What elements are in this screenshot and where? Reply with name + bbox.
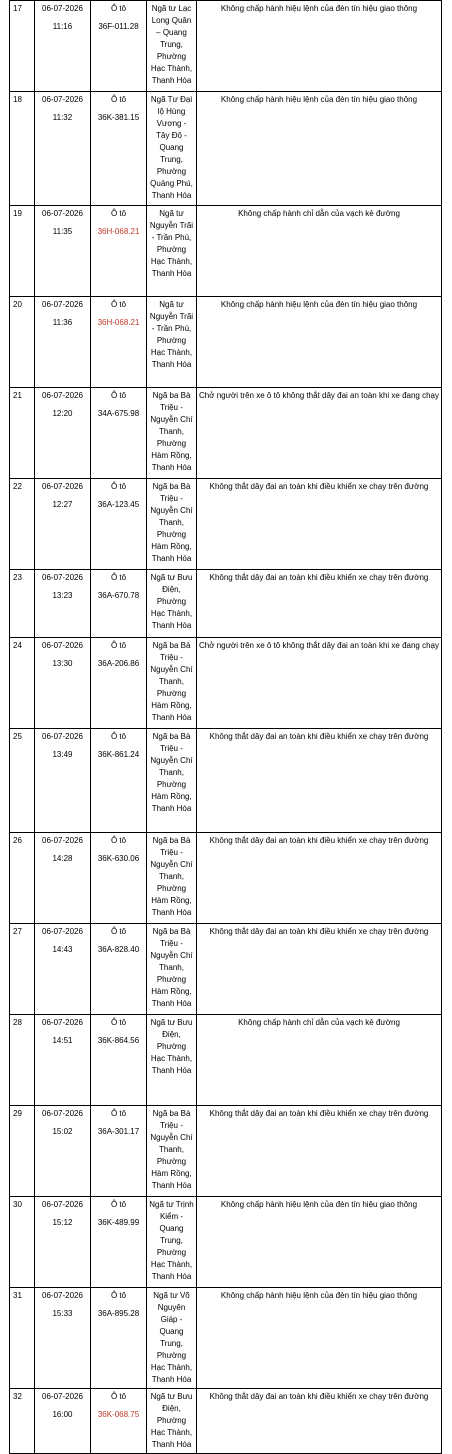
row-number-cell xyxy=(10,638,35,729)
vehicle-type: Ô tô xyxy=(110,4,127,13)
violation-cell xyxy=(197,1106,442,1197)
violation-location: Ngã ba Bà Triệu - Nguyễn Chí Thanh, Phường Hàm Rồng, Thanh Hóa xyxy=(150,391,193,472)
violation-time: 11:16 xyxy=(52,22,73,31)
row-number-cell xyxy=(10,1015,35,1106)
row-number-cell xyxy=(10,1197,35,1288)
location-cell xyxy=(147,1,197,92)
violation-description: Không thắt dây đai an toàn khi điều khiển xe chạy trên đường xyxy=(209,732,429,741)
violation-date: 06-07-2026 xyxy=(42,1291,83,1300)
vehicle-type: Ô tô xyxy=(110,732,127,741)
license-plate: 36A-670.78 xyxy=(97,591,140,600)
table-row xyxy=(10,297,442,388)
vehicle-cell xyxy=(91,1389,147,1454)
violation-date: 06-07-2026 xyxy=(42,482,83,491)
license-plate: 36A-123.45 xyxy=(97,500,140,509)
datetime-cell xyxy=(35,1,91,92)
violation-description: Không thắt dây đai an toàn khi điều khiển xe chạy trên đường xyxy=(209,573,429,582)
location-cell xyxy=(147,1389,197,1454)
violation-time: 11:36 xyxy=(52,318,73,327)
vehicle-cell xyxy=(91,92,147,206)
violation-cell xyxy=(197,638,442,729)
location-cell xyxy=(147,92,197,206)
license-plate: 36K-381.15 xyxy=(97,113,140,122)
datetime-cell xyxy=(35,1389,91,1454)
violation-description: Không chấp hành hiệu lệnh của đèn tín hiệu giao thông xyxy=(220,300,418,309)
violation-date: 06-07-2026 xyxy=(42,732,83,741)
row-number: 32 xyxy=(13,1392,22,1401)
datetime-cell xyxy=(35,479,91,570)
datetime-cell xyxy=(35,1288,91,1389)
vehicle-type: Ô tô xyxy=(110,1392,127,1401)
violation-description: Không thắt dây đai an toàn khi điều khiển xe chạy trên đường xyxy=(209,1109,429,1118)
row-number: 18 xyxy=(13,95,22,104)
violation-location: Ngã Tư Đại lộ Hùng Vương - Tây Đô - Quang Trung, Phường Quảng Phú, Thanh Hóa xyxy=(150,95,193,200)
datetime-cell xyxy=(35,206,91,297)
license-plate: 36K-068.75 xyxy=(97,1410,140,1419)
violation-date: 06-07-2026 xyxy=(42,391,83,400)
violation-location: Ngã ba Bà Triệu - Nguyễn Chí Thanh, Phường Hàm Rồng, Thanh Hóa xyxy=(150,641,193,722)
location-cell xyxy=(147,638,197,729)
location-cell xyxy=(147,1288,197,1389)
license-plate: 36A-828.40 xyxy=(97,945,140,954)
violation-cell xyxy=(197,924,442,1015)
row-number: 30 xyxy=(13,1200,22,1209)
row-number: 19 xyxy=(13,209,22,218)
violation-cell xyxy=(197,729,442,833)
datetime-cell xyxy=(35,833,91,924)
violation-time: 11:32 xyxy=(52,113,73,122)
violation-description: Không chấp hành hiệu lệnh của đèn tín hiệu giao thông xyxy=(220,1200,418,1209)
table-row xyxy=(10,1,442,92)
datetime-cell xyxy=(35,924,91,1015)
row-number-cell xyxy=(10,479,35,570)
violation-date: 06-07-2026 xyxy=(42,1109,83,1118)
violation-location: Ngã tư Trịnh Kiểm - Quang Trung, Phường Hạc Thành, Thanh Hóa xyxy=(149,1200,194,1281)
vehicle-cell xyxy=(91,1106,147,1197)
datetime-cell xyxy=(35,729,91,833)
vehicle-cell xyxy=(91,1,147,92)
violations-table-body xyxy=(10,1,442,1454)
vehicle-type: Ô tô xyxy=(110,300,127,309)
table-row xyxy=(10,1288,442,1389)
violation-description: Không chấp hành hiệu lệnh của đèn tín hiệu giao thông xyxy=(220,4,418,13)
vehicle-type: Ô tô xyxy=(110,209,127,218)
row-number: 23 xyxy=(13,573,22,582)
violation-date: 06-07-2026 xyxy=(42,573,83,582)
vehicle-cell xyxy=(91,206,147,297)
violation-time: 15:33 xyxy=(52,1309,73,1318)
license-plate: 36K-864.56 xyxy=(97,1036,140,1045)
row-number-cell xyxy=(10,570,35,638)
table-row xyxy=(10,92,442,206)
violation-cell xyxy=(197,833,442,924)
location-cell xyxy=(147,924,197,1015)
violation-date: 06-07-2026 xyxy=(42,641,83,650)
violation-cell xyxy=(197,206,442,297)
license-plate: 36A-206.86 xyxy=(97,659,140,668)
violation-location: Ngã tư Lạc Long Quân – Quang Trung, Phường Hạc Thành, Thanh Hóa xyxy=(150,4,193,85)
license-plate: 36K-489.99 xyxy=(97,1218,140,1227)
violation-date: 06-07-2026 xyxy=(42,927,83,936)
violation-location: Ngã tư Bưu Điện, Phường Hạc Thành, Thanh Hóa xyxy=(150,573,193,630)
violation-cell xyxy=(197,570,442,638)
datetime-cell xyxy=(35,92,91,206)
vehicle-cell xyxy=(91,388,147,479)
row-number-cell xyxy=(10,297,35,388)
location-cell xyxy=(147,570,197,638)
row-number: 27 xyxy=(13,927,22,936)
violation-description: Chở người trên xe ô tô không thắt dây đai an toàn khi xe đang chạy xyxy=(199,641,439,650)
violation-description: Không thắt dây đai an toàn khi điều khiển xe chạy trên đường xyxy=(209,927,429,936)
violation-description: Chở người trên xe ô tô không thắt dây đai an toàn khi xe đang chạy xyxy=(199,391,439,400)
vehicle-type: Ô tô xyxy=(110,1109,127,1118)
violation-time: 15:02 xyxy=(52,1127,73,1136)
row-number-cell xyxy=(10,1,35,92)
table-row xyxy=(10,1197,442,1288)
vehicle-cell xyxy=(91,924,147,1015)
license-plate: 36H-068.21 xyxy=(97,227,140,236)
license-plate: 36A-301.17 xyxy=(97,1127,140,1136)
violation-time: 12:27 xyxy=(52,500,73,509)
violation-location: Ngã ba Bà Triệu - Nguyễn Chí Thanh, Phường Hàm Rồng, Thanh Hóa xyxy=(150,1109,193,1190)
table-row xyxy=(10,1015,442,1106)
license-plate: 36F-011.28 xyxy=(98,22,139,31)
license-plate: 36A-895.28 xyxy=(97,1309,140,1318)
vehicle-cell xyxy=(91,833,147,924)
violation-description: Không thắt dây đai an toàn khi điều khiển xe chạy trên đường xyxy=(209,482,429,491)
violation-time: 14:28 xyxy=(52,854,73,863)
violation-location: Ngã ba Bà Triệu - Nguyễn Chí Thanh, Phường Hàm Rồng, Thanh Hóa xyxy=(150,836,193,917)
license-plate: 36K-630.06 xyxy=(97,854,140,863)
vehicle-cell xyxy=(91,1288,147,1389)
table-row xyxy=(10,479,442,570)
violation-cell xyxy=(197,1015,442,1106)
violation-cell xyxy=(197,388,442,479)
license-plate: 36H-068.21 xyxy=(97,318,140,327)
vehicle-type: Ô tô xyxy=(110,573,127,582)
violation-description: Không chấp hành hiệu lệnh của đèn tín hiệu giao thông xyxy=(220,95,418,104)
row-number: 28 xyxy=(13,1018,22,1027)
row-number-cell xyxy=(10,1288,35,1389)
datetime-cell xyxy=(35,1106,91,1197)
violation-description: Không thắt dây đai an toàn khi điều khiển xe chạy trên đường xyxy=(209,1392,429,1401)
row-number-cell xyxy=(10,729,35,833)
datetime-cell xyxy=(35,1015,91,1106)
vehicle-type: Ô tô xyxy=(110,391,127,400)
violation-location: Ngã ba Bà Triệu - Nguyễn Chí Thanh, Phường Hàm Rồng, Thanh Hóa xyxy=(150,482,193,563)
violation-description: Không chấp hành chỉ dẫn của vạch kẻ đường xyxy=(238,209,400,218)
violation-time: 13:30 xyxy=(52,659,73,668)
datetime-cell xyxy=(35,1197,91,1288)
location-cell xyxy=(147,833,197,924)
violation-date: 06-07-2026 xyxy=(42,95,83,104)
row-number: 24 xyxy=(13,641,22,650)
violation-location: Ngã tư Nguyễn Trãi - Trần Phú, Phường Hạc Thành, Thanh Hóa xyxy=(149,300,194,369)
vehicle-cell xyxy=(91,1197,147,1288)
violation-description: Không thắt dây đai an toàn khi điều khiển xe chạy trên đường xyxy=(209,836,429,845)
violation-cell xyxy=(197,297,442,388)
vehicle-type: Ô tô xyxy=(110,1291,127,1300)
violation-cell xyxy=(197,479,442,570)
table-row xyxy=(10,638,442,729)
vehicle-type: Ô tô xyxy=(110,1018,127,1027)
vehicle-cell xyxy=(91,479,147,570)
row-number-cell xyxy=(10,1106,35,1197)
violation-location: Ngã tư Võ Nguyên Giáp - Quang Trung, Phường Hạc Thành, Thanh Hóa xyxy=(150,1291,193,1384)
violation-date: 06-07-2026 xyxy=(42,836,83,845)
violation-time: 13:49 xyxy=(52,750,73,759)
row-number: 17 xyxy=(13,4,22,13)
table-row xyxy=(10,570,442,638)
violation-cell xyxy=(197,92,442,206)
datetime-cell xyxy=(35,297,91,388)
location-cell xyxy=(147,388,197,479)
row-number: 26 xyxy=(13,836,22,845)
violation-date: 06-07-2026 xyxy=(42,1018,83,1027)
violation-cell xyxy=(197,1389,442,1454)
row-number: 25 xyxy=(13,732,22,741)
vehicle-type: Ô tô xyxy=(110,641,127,650)
location-cell xyxy=(147,1015,197,1106)
location-cell xyxy=(147,729,197,833)
vehicle-type: Ô tô xyxy=(110,927,127,936)
violation-description: Không chấp hành hiệu lệnh của đèn tín hiệu giao thông xyxy=(220,1291,418,1300)
vehicle-cell xyxy=(91,638,147,729)
location-cell xyxy=(147,297,197,388)
datetime-cell xyxy=(35,570,91,638)
vehicle-cell xyxy=(91,297,147,388)
violation-date: 06-07-2026 xyxy=(42,209,83,218)
row-number-cell xyxy=(10,388,35,479)
row-number-cell xyxy=(10,833,35,924)
violation-time: 13:23 xyxy=(52,591,73,600)
table-row xyxy=(10,1106,442,1197)
violation-location: Ngã ba Bà Triệu - Nguyễn Chí Thanh, Phường Hàm Rồng, Thanh Hóa xyxy=(150,732,193,813)
row-number: 22 xyxy=(13,482,22,491)
vehicle-cell xyxy=(91,570,147,638)
violation-location: Ngã ba Bà Triệu - Nguyễn Chí Thanh, Phường Hàm Rồng, Thanh Hóa xyxy=(150,927,193,1008)
violation-date: 06-07-2026 xyxy=(42,4,83,13)
location-cell xyxy=(147,1106,197,1197)
vehicle-cell xyxy=(91,729,147,833)
violation-time: 16:00 xyxy=(52,1410,73,1419)
row-number: 20 xyxy=(13,300,22,309)
table-row xyxy=(10,924,442,1015)
violation-location: Ngã tư Bưu Điện, Phường Hạc Thành, Thanh Hóa xyxy=(150,1392,193,1449)
violation-time: 12:20 xyxy=(52,409,73,418)
table-row xyxy=(10,388,442,479)
location-cell xyxy=(147,1197,197,1288)
vehicle-cell xyxy=(91,1015,147,1106)
location-cell xyxy=(147,206,197,297)
violation-date: 06-07-2026 xyxy=(42,1392,83,1401)
violation-description: Không chấp hành chỉ dẫn của vạch kẻ đường xyxy=(238,1018,400,1027)
violation-time: 15:12 xyxy=(52,1218,73,1227)
table-row xyxy=(10,206,442,297)
violations-table xyxy=(9,0,442,1454)
license-plate: 34A-675.98 xyxy=(97,409,140,418)
row-number: 21 xyxy=(13,391,22,400)
table-row xyxy=(10,1389,442,1454)
table-row xyxy=(10,729,442,833)
violation-date: 06-07-2026 xyxy=(42,300,83,309)
row-number: 29 xyxy=(13,1109,22,1118)
vehicle-type: Ô tô xyxy=(110,482,127,491)
location-cell xyxy=(147,479,197,570)
table-row xyxy=(10,833,442,924)
row-number: 31 xyxy=(13,1291,22,1300)
datetime-cell xyxy=(35,388,91,479)
vehicle-type: Ô tô xyxy=(110,836,127,845)
violation-cell xyxy=(197,1,442,92)
row-number-cell xyxy=(10,1389,35,1454)
row-number-cell xyxy=(10,206,35,297)
vehicle-type: Ô tô xyxy=(110,95,127,104)
violation-time: 11:35 xyxy=(52,227,73,236)
violation-cell xyxy=(197,1197,442,1288)
violation-time: 14:51 xyxy=(52,1036,73,1045)
row-number-cell xyxy=(10,924,35,1015)
datetime-cell xyxy=(35,638,91,729)
violation-cell xyxy=(197,1288,442,1389)
violation-location: Ngã tư Bưu Điện, Phường Hạc Thành, Thanh Hóa xyxy=(150,1018,193,1075)
violation-time: 14:43 xyxy=(52,945,73,954)
violation-date: 06-07-2026 xyxy=(42,1200,83,1209)
vehicle-type: Ô tô xyxy=(110,1200,127,1209)
violation-location: Ngã tư Nguyễn Trãi - Trần Phú, Phường Hạc Thành, Thanh Hóa xyxy=(149,209,194,278)
row-number-cell xyxy=(10,92,35,206)
license-plate: 36K-861.24 xyxy=(97,750,140,759)
